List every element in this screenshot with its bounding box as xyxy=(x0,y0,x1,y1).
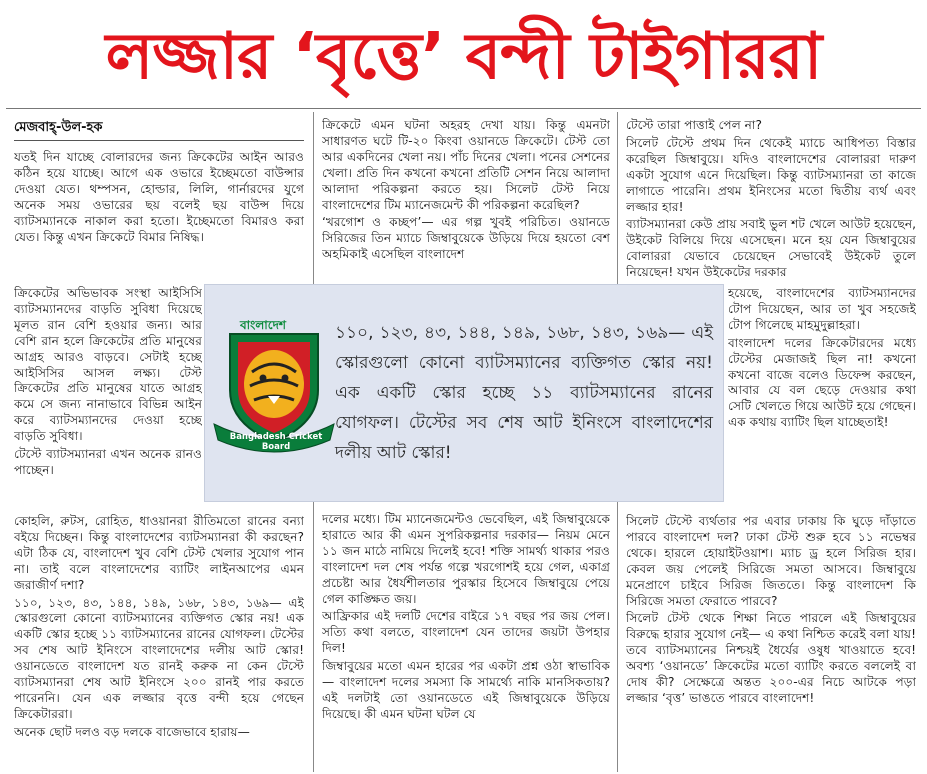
paragraph: দলের মধ্যে। টিম ম্যানেজমেন্টও ভেবেছিল, এই জিম্বাবুয়েকে হারাতে আর কী এমন সুপরিকল্পনার দরকার— নিয়ম মেনে ১১ জন মাঠে নামিয়ে দিলেই হবে! শক্তি সামর্থ্য থাকার পরও বাংলাদেশ দল শেষ পর্যন্ত গল্পে খরগোশই হয়ে গেল, একাগ্র প্রচেষ্টা আর ধৈর্যশীলতার পুরস্কার হিসেবে জিম্বাবুয়ে পেয়ে গেল কাঙ্ক্ষিত জয়। xyxy=(322,512,610,606)
column-divider-1 xyxy=(313,112,314,286)
paragraph: ‘খরগোশ ও কচ্ছপ’— এর গল্প খুবই পরিচিত। ওয়ানডে সিরিজের তিন ম্যাচে জিম্বাবুয়েকে উড়িয়ে দিয়ে হয়তো বেশ অহমিকাই এসেছিল বাংলাদেশ xyxy=(322,215,610,262)
paragraph: যতই দিন যাচ্ছে বোলারদের জন্য ক্রিকেটের আইন আরও কঠিন হয়ে যাচ্ছে। আগে এক ওভারে ইচ্ছেমতো বাউন্সার দেওয়া যেত। থম্পসন, হোল্ডার, লিলি, গার্নারদের যুগে অনেক সময় ওভারের ছয় বলেই ছয় বাউন্স দিয়ে ব্যাটসম্যানকে নাকাল করা হতো। ইচ্ছেমতো বিমারও করা যেত। কিন্তু এখন ক্রিকেটে বিমার নিষিদ্ধ। xyxy=(14,150,304,244)
column-divider-2 xyxy=(617,112,618,286)
paragraph: সিলেট টেস্ট থেকে শিক্ষা নিতে পারলে এই জিম্বাবুয়ের বিরুদ্ধে হারার সুযোগ নেই— এ কথা নিশ্চিত করেই বলা যায়! তবে ব্যাটসম্যানের নিশ্চয়ই ধৈর্যের ওষুধ খাওয়াতে হবে! অবশ্য ‘ওয়ানডে’ ক্রিকেটের মতো ব্যাটিং করতে বললেই বা দোষ কী? সেক্ষেত্রে অন্তত ২০০-এর নিচে আটকে পড়া লজ্জার ‘বৃত্ত’ ভাঙতে পারবে বাংলাদেশ! xyxy=(626,611,916,705)
paragraph: হয়েছে, বাংলাদেশের ব্যাটসম্যানদের টোপ দিয়েছেন, আর তা খুব সহজেই টোপ গিলেছে মাহমুদুল্লাহরা। xyxy=(728,286,916,332)
column-1-bottom xyxy=(14,514,304,770)
byline-rule xyxy=(14,140,304,141)
column-divider-1b xyxy=(313,500,314,772)
paragraph: কোহলি, রুটস, রোহিত, ধাওয়ানরা রীতিমতো রানের বন্যা বইয়ে দিচ্ছেন। কিন্তু বাংলাদেশের ব্যাটসম্যানরা কী করছেন? এটা ঠিক যে, বাংলাদেশ খুব বেশি টেস্ট খেলার সুযোগ পান না। তাই বলে বাংলাদেশের ব্যাটিং লাইনআপের এমন জরাজীর্ণ দশা? xyxy=(14,514,304,592)
headline-rule xyxy=(6,108,921,109)
column-divider-2b xyxy=(617,500,618,772)
paragraph: বাংলাদেশ দলের ক্রিকেটারদের মধ্যে টেস্টের মেজাজই ছিল না! কখনো কখনো বাজে বলেও ডিফেন্স করছেন, আবার যে বল ছেড়ে দেওয়ার কথা সেটি খেলতে গিয়ে আউট হয়ে গেছেন। এক কথায় ব্যাটিং ছিল যাচ্ছেতাই! xyxy=(728,335,916,430)
column-1-top xyxy=(14,150,304,284)
column-3-top xyxy=(626,118,916,284)
logo-ribbon-text: Bangladesh Cricket Board xyxy=(229,432,323,452)
paragraph: ১১০, ১২৩, ৪৩, ১৪৪, ১৪৯, ১৬৮, ১৪৩, ১৬৯— এই স্কোরগুলো কোনো ব্যাটসম্যানের ব্যক্তিগত স্কোর নয়! এক একটি স্কোর হচ্ছে ১১ ব্যাটসম্যানের রানের যোগফল। টেস্টের সব শেষ আট ইনিংসে বাংলাদেশের দলীয় আট স্কোর! ওয়ানডেতে বাংলাদেশ যত রানই করুক না কেন টেস্টে ব্যাটসম্যানরা শেষ আট ইনিংসে ২০০ রানই পার করতে পারেননি। যেন এক লজ্জার বৃত্তে বন্দী হয়ে গেছেন ক্রিকেটাররা। xyxy=(14,595,304,721)
paragraph: ক্রিকেটের অভিভাবক সংস্থা আইসিসি ব্যাটসম্যানদের বাড়তি সুবিধা দিয়েছে মূলত রান বেশি হওয়ার জন্য। আর বেশি রান হলে ক্রিকেটের প্রতি মানুষের আগ্রহ আরও বাড়বে। সেটাই হচ্ছে আইসিসির আসল লক্ষ্য। টেস্ট ক্রিকেটের প্রতি মানুষের যাতে আগ্রহ কমে সে জন্য নানাভাবে বিভিন্ন আইন করে ব্যাটসম্যানদের দেওয়া হচ্ছে বাড়তি সুবিধা। xyxy=(14,286,202,444)
column-1-middle xyxy=(14,286,202,512)
column-3-bottom xyxy=(626,514,916,770)
paragraph: জিম্বাবুয়ের মতো এমন হারের পর একটা প্রশ্ন ওঠা স্বাভাবিক— বাংলাদেশ দলের সমস্যা কি সামর্থ্যে নাকি মানসিকতায়? এই দলটাই তো ওয়ানডেতে এই জিম্বাবুয়েকে উড়িয়ে দিয়েছে। কী এমন ঘটনা ঘটল যে xyxy=(322,659,610,721)
paragraph: সিলেট টেস্টে ব্যর্থতার পর এবার ঢাকায় কি ঘুড়ে দাঁড়াতে পারবে বাংলাদেশ দল? ঢাকা টেস্ট শুরু হবে ১১ নভেম্বর থেকে। হারলে হোয়াইটওয়াশ। ম্যাচ ড্র হলে সিরিজ হার। কেবল জয় পেলেই সিরিজে সমতা আসবে। জিম্বাবুয়ে মনেপ্রাণে চাইবে সিরিজ জিততে। কিন্তু বাংলাদেশ কি সিরিজে সমতা ফেরাতে পারবে? xyxy=(626,514,916,608)
logo-top-text: বাংলাদেশ xyxy=(240,318,286,332)
column-2-bottom xyxy=(322,512,610,770)
paragraph: ব্যাটসম্যানরা কেউ প্রায় সবাই ভুল শট খেলে আউট হয়েছেন, উইকেট বিলিয়ে দিয়ে এসেছেন। মনে হয় যেন জিম্বাবুয়ের বোলাররা যেভাবে চেয়েছেন সেভাবেই উইকেট তুলে নিয়েছেন! যখন উইকেটের দরকার xyxy=(626,217,916,280)
paragraph: টেস্টে তারা পাত্তাই পেল না? xyxy=(626,118,762,132)
headline: লজ্জার ‘বৃত্তে’ বন্দী টাইগাররা xyxy=(105,20,822,94)
paragraph: ক্রিকেটে এমন ঘটনা অহরহ দেখা যায়। কিন্তু এমনটা সাধারণত ঘটে টি-২০ কিংবা ওয়ানডে ক্রিকেটে। টেস্ট তো আর একদিনের খেলা নয়। পাঁচ দিনের খেলা। পনের সেশনের খেলা। প্রতি দিন কখনো কখনো প্রতিটি সেশন নিয়ে আলাদা আলাদা পরিকল্পনা করতে হয়। সিলেট টেস্ট নিয়ে বাংলাদেশের টিম ম্যানেজমেন্ট কী পরিকল্পনা করেছিল? xyxy=(322,118,610,212)
pull-quote-text: ১১০, ১২৩, ৪৩, ১৪৪, ১৪৯, ১৬৮, ১৪৩, ১৬৯— এই স্কোরগুলো কোনো ব্যাটসম্যানের ব্যক্তিগত স্কোর নয়! এক একটি স্কোর হচ্ছে ১১ ব্যাটসম্যানের রানের যোগফল। টেস্টের সব শেষ আট ইনিংসে বাংলাদেশের দলীয় আট স্কোর! xyxy=(335,323,713,463)
byline: মেজবাহ্-উল-হক xyxy=(14,120,103,135)
paragraph: অনেক ছোট দলও বড় দলকে বাজেভাবে হারায়— xyxy=(14,724,250,739)
paragraph: আফ্রিকার এই দলটি দেশের বাইরে ১৭ বছর পর জয় পেল। সত্যি কথা বলতে, বাংলাদেশ যেন তাদের জয়টা উপহার দিল! xyxy=(322,609,610,656)
column-3-middle xyxy=(728,286,916,512)
column-2-top xyxy=(322,118,610,284)
paragraph: সিলেট টেস্টে প্রথম দিন থেকেই ম্যাচে আধিপত্য বিস্তার করেছিল জিম্বাবুয়ে। যদিও বাংলাদেশের বোলাররা দারুণ একটা সুযোগ এনে দিয়েছিল। কিন্তু ব্যাটসম্যানরা তা কাজে লাগাতে পারেনি। প্রথম ইনিংসের মতো দ্বিতীয় ব্যর্থ এবং লজ্জার হার! xyxy=(626,135,916,214)
paragraph: টেস্টে ব্যাটসম্যানরা এখন অনেক রানও পাচ্ছেন। xyxy=(14,447,202,477)
